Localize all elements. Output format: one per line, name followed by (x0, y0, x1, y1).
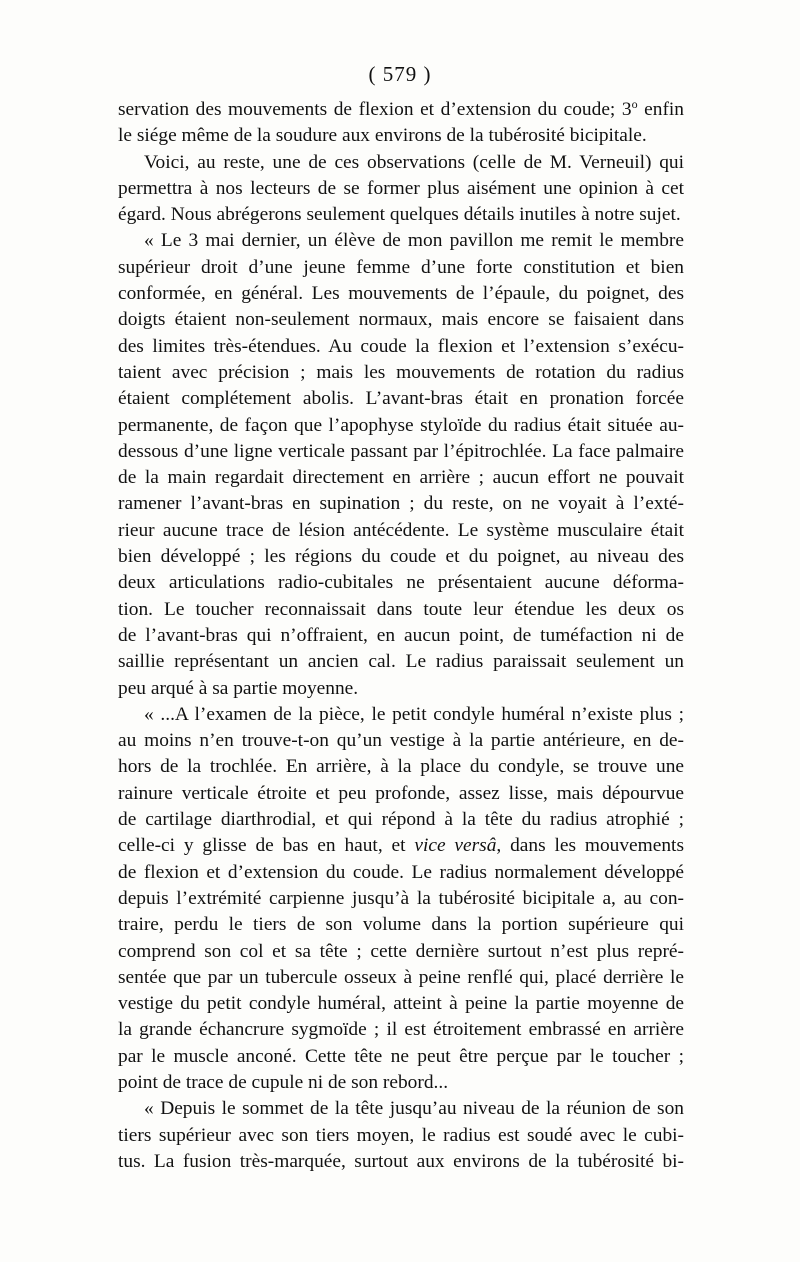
text-line: permanente, de façon que l’apophyse styloïde du radius était située au- (118, 414, 684, 436)
text-line: saillie représentant un ancien cal. Le radius paraissait seulement un (118, 651, 684, 673)
text-line: supérieur droit d’une jeune femme d’une forte constitution et bien (118, 256, 684, 278)
text-line: bien développé ; les régions du coude et du poignet, au niveau des (118, 546, 684, 568)
text-line: le siége même de la soudure aux environs de la tubérosité bicipitale. (118, 125, 647, 147)
text-line: vestige du petit condyle huméral, atteint à peine la partie moyenne de (118, 993, 684, 1015)
text-line: hors de la trochlée. En arrière, à la place du condyle, se trouve une (118, 756, 684, 778)
text-line: sentée que par un tubercule osseux à peine renflé qui, placé derrière le (118, 966, 684, 988)
text-line: Voici, au reste, une de ces observations (celle de M. Verneuil) qui (144, 151, 684, 173)
text-line: conformée, en général. Les mouvements de l’épaule, du poignet, des (118, 283, 684, 305)
text-line: la grande échancrure sygmoïde ; il est étroitement embrassé en arrière (118, 1019, 684, 1041)
text-line: dessous d’une ligne verticale passant par l’épitrochlée. La face palmaire (118, 440, 684, 462)
text-line: « Le 3 mai dernier, un élève de mon pavillon me remit le membre (144, 230, 684, 252)
text-line: « Depuis le sommet de la tête jusqu’au niveau de la réunion de son (144, 1098, 684, 1120)
text-line: au moins n’en trouve-t-on qu’un vestige à la partie antérieure, en de- (118, 730, 684, 752)
text-line: de l’avant-bras qui n’offraient, en aucun point, de tuméfaction ni de (118, 624, 684, 646)
text-line: tiers supérieur avec son tiers moyen, le radius est soudé avec le cubi- (118, 1124, 684, 1146)
text-line: rieur aucune trace de lésion antécédente. Le système musculaire était (118, 519, 684, 541)
text-line: de flexion et d’extension du coude. Le radius normalement développé (118, 861, 684, 883)
text-line: tus. La fusion très-marquée, surtout aux environs de la tubérosité bi- (118, 1150, 684, 1172)
text-line: depuis l’extrémité carpienne jusqu’à la tubérosité bicipitale a, au con- (118, 887, 684, 909)
text-line: ramener l’avant-bras en supination ; du reste, on ne voyait à l’exté- (118, 493, 684, 515)
text-line: deux articulations radio-cubitales ne présentaient aucune déforma- (118, 572, 684, 594)
body-text (118, 97, 684, 1175)
text-line: « ...A l’examen de la pièce, le petit condyle huméral n’existe plus ; (144, 703, 684, 725)
text-line: permettra à nos lecteurs de se former plus aisément une opinion à cet (118, 177, 684, 199)
text-line: tion. Le toucher reconnaissait dans toute leur étendue les deux os (118, 598, 684, 620)
text-line (118, 833, 684, 859)
text-line: traire, perdu le tiers de son volume dans la portion supérieure qui (118, 914, 684, 936)
text-line: de cartilage diarthrodial, et qui répond à la tête du radius atrophié ; (118, 809, 684, 831)
text-line: étaient complétement abolis. L’avant-bras était en pronation forcée (118, 388, 684, 410)
text-line: rainure verticale étroite et peu profonde, assez lisse, mais dépourvue (118, 782, 684, 804)
page-number: ( 579 ) (368, 62, 432, 86)
text-line: comprend son col et sa tête ; cette dernière surtout n’est plus repré- (118, 940, 684, 962)
ordinal-indicator: o (631, 97, 638, 111)
text-line: par le muscle anconé. Cette tête ne peut être perçue par le toucher ; (118, 1045, 684, 1067)
text-segment: , dans les mouvements (496, 835, 684, 857)
text-segment: celle-ci y glisse de bas en haut, et (118, 835, 415, 857)
text-line: des limites très-étendues. Au coude la flexion et l’extension s’exécu- (118, 335, 684, 357)
text-line: égard. Nous abrégerons seulement quelques détails inutiles à notre sujet. (118, 204, 681, 226)
text-line: doigts étaient non-seulement normaux, mais encore se faisaient dans (118, 309, 684, 331)
text-line: point de trace de cupule ni de son rebord... (118, 1071, 449, 1093)
text-line: taient avec précision ; mais les mouvements de rotation du radius (118, 361, 684, 383)
text-line: servation des mouvements de flexion et d’extension du coude; 3$^o$ enfin (118, 97, 684, 120)
italic-phrase: vice versâ (414, 835, 497, 857)
text-line: de la main regardait directement en arrière ; aucun effort ne pouvait (118, 467, 684, 489)
text-line: peu arqué à sa partie moyenne. (118, 677, 359, 699)
